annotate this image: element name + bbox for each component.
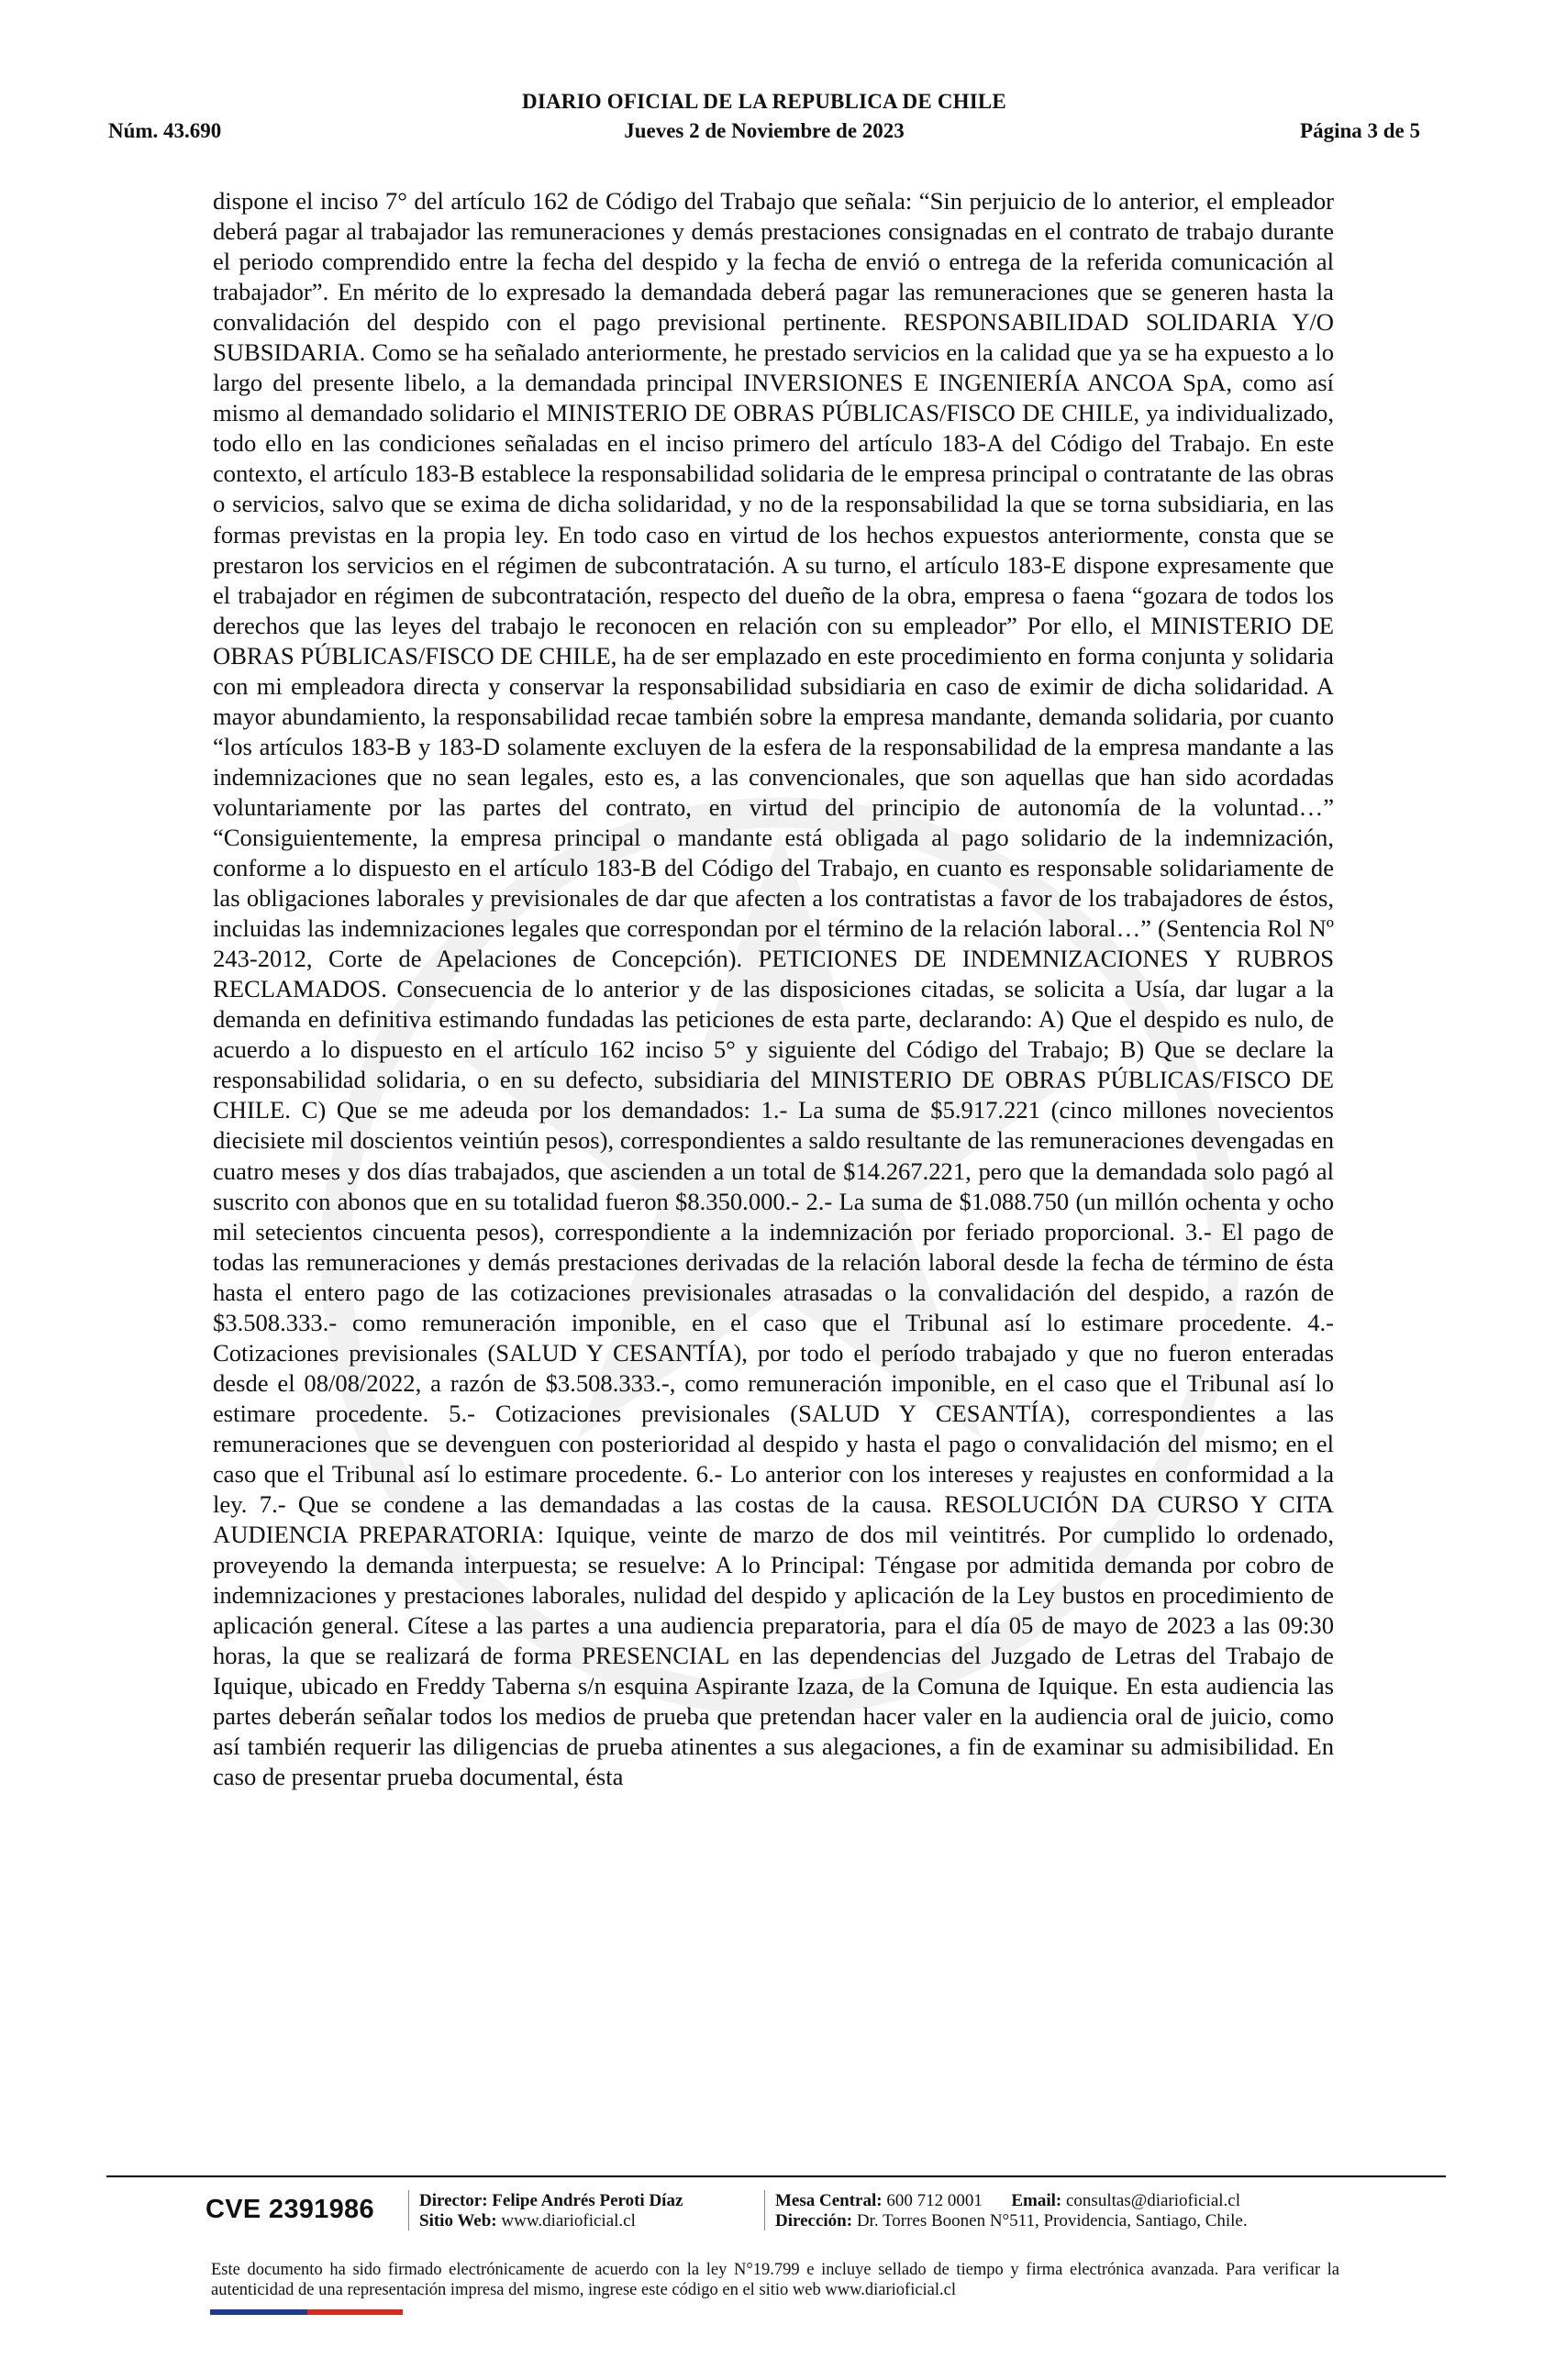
website-value[interactable]: www.diarioficial.cl (501, 2211, 636, 2231)
phone-label: Mesa Central: (775, 2191, 883, 2210)
flag-stripe-red (307, 2309, 403, 2315)
body-paragraph: dispone el inciso 7° del artículo 162 de Código del Trabajo que señala: “Sin perjuicio de lo anterior, el empleador deberá pagar al trabajador las remuneraciones y demás prestaciones consignadas en el contrato de trabajo durante el periodo comprendido entre la fecha del despido y la fecha de envió o entrega de la referida comunicación al trabajador”. En mérito de lo expresado la demandada deberá pagar las remuneraciones que se generen hasta la convalidación del despido con el pago previsional pertinente. RESPONSABILIDAD SOLIDARIA Y/O SUBSIDARIA. Como se ha señalado anteriormente, he prestado servicios en la calidad que ya se ha expuesto a lo largo del presente libelo, a la demandada principal INVERSIONES E INGENIERÍA ANCOA SpA, como así mismo al demandado solidario el MINISTERIO DE OBRAS PÚBLICAS/FISCO DE CHILE, ya individualizado, todo ello en las condiciones señaladas en el inciso primero del artículo 183-A del Código del Trabajo. En este contexto, el artículo 183-B establece la responsabilidad solidaria de le empresa principal o contratante de las obras o servicios, salvo que se exima de dicha solidaridad, y no de la responsabilidad la que se torna subsidiaria, en las formas previstas en la propia ley. En todo caso en virtud de los hechos expuestos anteriormente, consta que se prestaron los servicios en el régimen de subcontratación. A su turno, el artículo 183-E dispone expresamente que el trabajador en régimen de subcontratación, respecto del dueño de la obra, empresa o faena “gozara de todos los derechos que las leyes del trabajo le reconocen en relación con su empleador” Por ello, el MINISTERIO DE OBRAS PÚBLICAS/FISCO DE CHILE, ha de ser emplazado en este procedimiento en forma conjunta y solidaria con mi empleadora directa y conservar la responsabilidad subsidiaria en caso de eximir de dicha solidaridad. A mayor abundamiento, la responsabilidad recae también sobre la empresa mandante, demanda solidaria, por cuanto “los artículos 183-B y 183-D solamente excluyen de la esfera de la responsabilidad de la empresa mandante a las indemnizaciones que no sean legales, esto es, a las convencionales, que son aquellas que han sido acordadas voluntariamente por las partes del contrato, en virtud del principio de autonomía de la voluntad…” “Consiguientemente, la empresa principal o mandante está obligada al pago solidario de la indemnización, conforme a lo dispuesto en el artículo 183-B del Código del Trabajo, en cuanto es responsable solidariamente de las obligaciones laborales y previsionales de dar que afecten a los contratistas a favor de los trabajadores de éstos, incluidas las indemnizaciones legales que correspondan por el término de la relación laboral…” (Sentencia Rol Nº 243-2012, Corte de Apelaciones de Concepción). PETICIONES DE INDEMNIZACIONES Y RUBROS RECLAMADOS. Consecuencia de lo anterior y de las disposiciones citadas, se solicita a Usía, dar lugar a la demanda en definitiva estimando fundadas las peticiones de esta parte, declarando: A) Que el despido es nulo, de acuerdo a lo dispuesto en el artículo 162 inciso 5° y siguiente del Código del Trabajo; B) Que se declare la responsabilidad solidaria, o en su defecto, subsidiaria del MINISTERIO DE OBRAS PÚBLICAS/FISCO DE CHILE. C) Que se me adeuda por los demandados: 1.- La suma de $5.917.221 (cinco millones novecientos diecisiete mil doscientos veintiún pesos), correspondientes a saldo resultante de las remuneraciones devengadas en cuatro meses y dos días trabajados, que ascienden a un total de $14.267.221, pero que la demandada solo pagó al suscrito con abonos que en su totalidad fueron $8.350.000.- 2.- La suma de $1.088.750 (un millón ochenta y ocho mil setecientos cincuenta pesos), correspondiente a la indemnización por feriado proporcional. 3.- El pago de todas las remuneraciones y demás prestaciones derivadas de la relación laboral desde la fecha de término de ésta hasta el entero pago de las cotizaciones previsionales atrasadas o la convalidación del despido, a razón de $3.508.333.- como remuneración imponible, en el caso que el Tribunal así lo estimare procedente. 4.- Cotizaciones previsionales (SALUD Y CESANTÍA), por todo el período trabajado y que no fueron enteradas desde el 08/08/2022, a razón de $3.508.333.-, como remuneración imponible, en el caso que el Tribunal así lo estimare procedente. 5.- Cotizaciones previsionales (SALUD Y CESANTÍA), correspondientes a las remuneraciones que se devenguen con posterioridad al despido y hasta el pago o convalidación del mismo; en el caso que el Tribunal así lo estimare procedente. 6.- Lo anterior con los intereses y reajustes en conformidad a la ley. 7.- Que se condene a las demandadas a las costas de la causa. RESOLUCIÓN DA CURSO Y CITA AUDIENCIA PREPARATORIA: Iquique, veinte de marzo de dos mil veintitrés. Por cumplido lo ordenado, proveyendo la demanda interpuesta; se resuelve: A lo Principal: Téngase por admitida demanda por cobro de indemnizaciones y prestaciones laborales, nulidad del despido y aplicación de la Ley bustos en procedimiento de aplicación general. Cítese a las partes a una audiencia preparatoria, para el día 05 de mayo de 2023 a las 09:30 horas, la que se realizará de forma PRESENCIAL en las dependencias del Juzgado de Letras del Trabajo de Iquique, ubicado en Freddy Taberna s/n esquina Aspirante Izaza, de la Comuna de Iquique. En esta audiencia las partes deberán señalar todos los medios de prueba que pretendan hacer valer en la audiencia oral de juicio, como así también requerir las diligencias de prueba atinentes a sus alegaciones, a fin de examinar su admisibilidad. En caso de presentar prueba documental, ésta (213, 187, 1334, 1791)
address-value: Dr. Torres Boonen N°511, Providencia, Santiago, Chile. (856, 2211, 1248, 2231)
publication-title: DIARIO OFICIAL DE LA REPUBLICA DE CHILE (522, 90, 1006, 113)
phone-value: 600 712 0001 (886, 2191, 983, 2210)
page-number: Página 3 de 5 (1300, 119, 1420, 142)
email-value[interactable]: consultas@diarioficial.cl (1066, 2191, 1241, 2210)
footer-contact-block (775, 2191, 1248, 2231)
director-label: Director: (419, 2191, 488, 2210)
cve-code: CVE 2391986 (205, 2195, 374, 2224)
website-label: Sitio Web: (419, 2211, 497, 2231)
issue-number: Núm. 43.690 (108, 119, 222, 142)
signature-note: Este documento ha sido firmado electrónicamente de acuerdo con la ley N°19.799 e incluye sellado de tiempo y firma electrónica avanzada. Para verificar la autenticidad de una representación impresa del mismo, ingrese este código en el sitio web www.diarioficial.cl (211, 2261, 1339, 2299)
email-label: Email: (1011, 2191, 1062, 2210)
page-header (108, 90, 1420, 154)
director-name: Felipe Andrés Peroti Díaz (492, 2191, 683, 2210)
footer-director-block (419, 2191, 683, 2231)
flag-stripe-blue (210, 2309, 307, 2315)
issue-date: Jueves 2 de Noviembre de 2023 (624, 119, 905, 142)
footer-separator (408, 2190, 409, 2231)
address-label: Dirección: (775, 2211, 853, 2231)
footer-separator (764, 2190, 765, 2231)
footer-divider (106, 2175, 1446, 2177)
